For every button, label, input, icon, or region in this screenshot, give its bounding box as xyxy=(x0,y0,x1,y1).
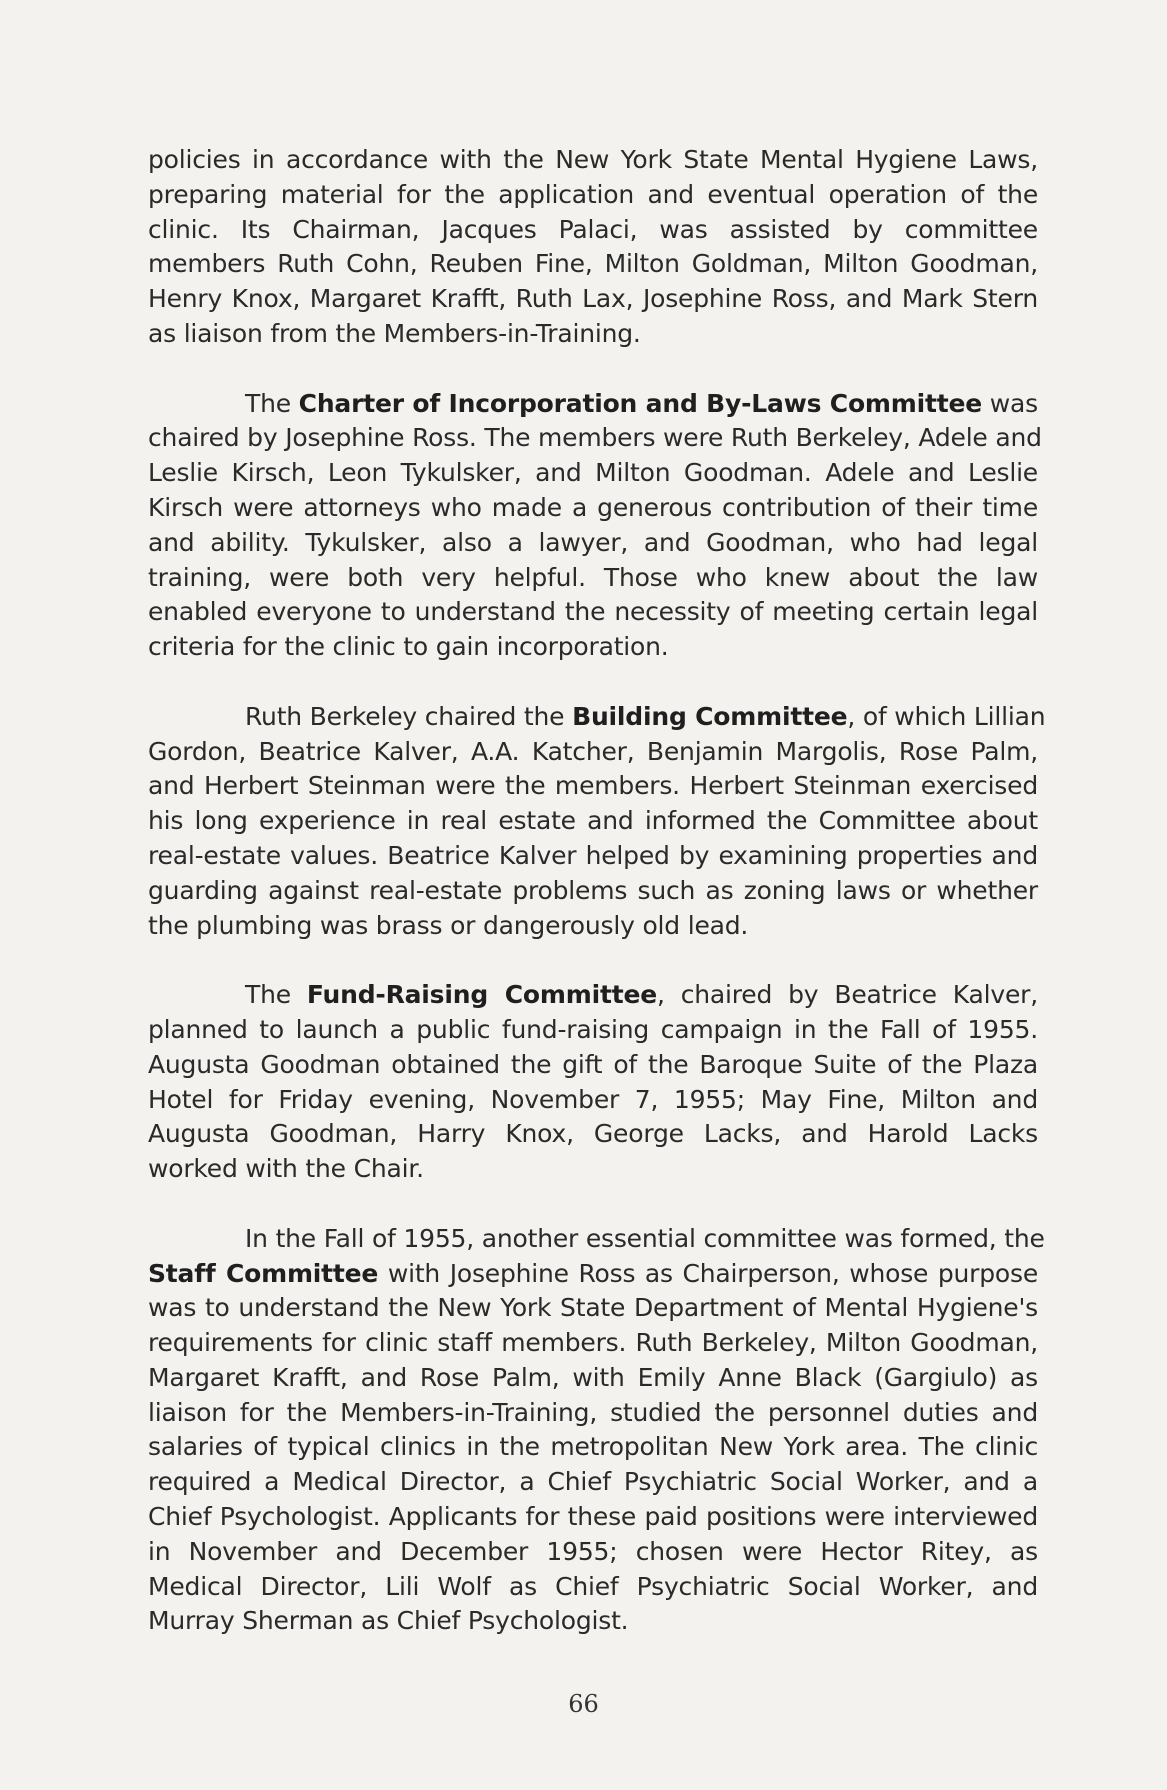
text-segment: , chaired by Beatrice Kalver, xyxy=(656,980,1039,1010)
committee-name: Building Committee xyxy=(572,701,848,731)
text-segment: Margaret Krafft, and Rose Palm, with Emily Anne Black (Gargiulo) as xyxy=(148,1362,1038,1392)
text-segment: and ability. Tykulsker, also a lawyer, and Goodman, who had legal xyxy=(148,527,1038,557)
text-segment: Murray Sherman as Chief Psychologist. xyxy=(148,1606,629,1636)
text-segment: in November and December 1955; chosen were Hector Ritey, as xyxy=(148,1536,1038,1566)
text-line xyxy=(148,1604,1038,1639)
text-line xyxy=(148,1535,1038,1570)
text-line xyxy=(148,387,1038,422)
paragraph-gap xyxy=(148,1187,1038,1222)
text-line xyxy=(148,804,1038,839)
text-segment: real-estate values. Beatrice Kalver helped by examining properties and xyxy=(148,840,1038,870)
text-line xyxy=(148,630,1038,665)
committee-name: Staff Committee xyxy=(148,1258,379,1288)
paragraph-gap xyxy=(148,665,1038,700)
text-line xyxy=(148,909,1038,944)
text-line xyxy=(148,874,1038,909)
text-segment: Gordon, Beatrice Kalver, A.A. Katcher, Benjamin Margolis, Rose Palm, xyxy=(148,736,1038,766)
text-line xyxy=(148,1465,1038,1500)
text-segment: The xyxy=(245,980,307,1010)
text-segment: The xyxy=(245,388,299,418)
text-segment: In the Fall of 1955, another essential committee was formed, the xyxy=(245,1223,1045,1253)
text-segment: chaired by Josephine Ross. The members were Ruth Berkeley, Adele and xyxy=(148,423,1042,453)
text-line xyxy=(148,839,1038,874)
text-segment: the plumbing was brass or dangerously old lead. xyxy=(148,910,749,940)
text-line xyxy=(148,1500,1038,1535)
text-segment: Kirsch were attorneys who made a generous contribution of their time xyxy=(148,492,1038,522)
text-line xyxy=(148,1396,1038,1431)
text-segment: worked with the Chair. xyxy=(148,1154,424,1184)
text-segment: Leslie Kirsch, Leon Tykulsker, and Milton Goodman. Adele and Leslie xyxy=(148,458,1038,488)
text-line xyxy=(148,1152,1038,1187)
text-line xyxy=(148,978,1038,1013)
text-segment: planned to launch a public fund-raising campaign in the Fall of 1955. xyxy=(148,1014,1038,1044)
text-segment: and Herbert Steinman were the members. Herbert Steinman exercised xyxy=(148,771,1038,801)
text-line xyxy=(148,1117,1038,1152)
paragraph-gap xyxy=(148,943,1038,978)
paragraph xyxy=(148,700,1046,944)
paragraph xyxy=(148,978,1038,1187)
text-line xyxy=(148,282,1038,317)
text-segment: policies in accordance with the New York State Mental Hygiene Laws, xyxy=(148,145,1038,174)
text-line xyxy=(148,1222,1045,1257)
text-segment: liaison for the Members-in-Training, studied the personnel duties and xyxy=(148,1397,1038,1427)
text-line xyxy=(148,421,1042,456)
text-line xyxy=(148,143,1038,178)
text-line xyxy=(148,1013,1038,1048)
text-line xyxy=(148,247,1038,282)
text-line xyxy=(148,595,1038,630)
text-segment: his long experience in real estate and informed the Committee about xyxy=(148,806,1038,836)
text-segment: Chief Psychologist. Applicants for these paid positions were interviewed xyxy=(148,1502,1038,1532)
text-segment: guarding against real-estate problems such as zoning laws or whether xyxy=(148,875,1038,905)
paragraph xyxy=(148,1222,1045,1640)
text-line xyxy=(148,1048,1038,1083)
text-segment: with Josephine Ross as Chairperson, whose purpose xyxy=(378,1258,1038,1288)
text-segment: training, were both very helpful. Those who knew about the law xyxy=(148,562,1038,592)
text-segment: preparing material for the application and eventual operation of the xyxy=(148,179,1038,209)
text-segment: was xyxy=(982,388,1038,418)
text-line xyxy=(148,561,1038,596)
committee-name: Fund-Raising Committee xyxy=(306,980,657,1010)
text-line xyxy=(148,317,1038,352)
text-line xyxy=(148,735,1038,770)
text-segment: criteria for the clinic to gain incorporation. xyxy=(148,632,669,662)
text-segment: requirements for clinic staff members. Ruth Berkeley, Milton Goodman, xyxy=(148,1328,1038,1358)
text-line xyxy=(148,491,1038,526)
text-segment: was to understand the New York State Department of Mental Hygiene's xyxy=(148,1293,1038,1323)
text-segment: Henry Knox, Margaret Krafft, Ruth Lax, Josephine Ross, and Mark Stern xyxy=(148,284,1038,314)
paragraph xyxy=(148,143,1038,352)
page-number: 66 xyxy=(568,1690,599,1718)
text-line xyxy=(148,1257,1038,1292)
text-segment: members Ruth Cohn, Reuben Fine, Milton Goldman, Milton Goodman, xyxy=(148,249,1038,279)
body-text xyxy=(148,143,1046,1639)
text-line xyxy=(148,178,1038,213)
text-line xyxy=(148,700,1046,735)
text-line xyxy=(148,1326,1038,1361)
text-line xyxy=(148,1361,1038,1396)
paragraph xyxy=(148,387,1042,665)
text-segment: Medical Director, Lili Wolf as Chief Psychiatric Social Worker, and xyxy=(148,1571,1038,1601)
text-segment: enabled everyone to understand the necessity of meeting certain legal xyxy=(148,597,1038,627)
text-line xyxy=(148,1570,1038,1605)
paragraph-gap xyxy=(148,352,1038,387)
text-segment: as liaison from the Members-in-Training. xyxy=(148,318,641,348)
text-segment: Augusta Goodman obtained the gift of the Baroque Suite of the Plaza xyxy=(148,1049,1038,1079)
text-segment: Hotel for Friday evening, November 7, 1955; May Fine, Milton and xyxy=(148,1084,1038,1114)
text-segment: salaries of typical clinics in the metropolitan New York area. The clinic xyxy=(148,1432,1038,1462)
text-segment: Ruth Berkeley chaired the xyxy=(245,701,573,731)
text-segment: , of which Lillian xyxy=(847,701,1046,731)
text-segment: clinic. Its Chairman, Jacques Palaci, was assisted by committee xyxy=(148,214,1038,244)
text-segment: required a Medical Director, a Chief Psychiatric Social Worker, and a xyxy=(148,1467,1038,1497)
text-line xyxy=(148,213,1038,248)
text-line xyxy=(148,769,1038,804)
text-segment: Augusta Goodman, Harry Knox, George Lacks, and Harold Lacks xyxy=(148,1119,1038,1149)
text-line xyxy=(148,1430,1038,1465)
text-line xyxy=(148,1083,1038,1118)
text-line xyxy=(148,456,1038,491)
text-line xyxy=(148,1291,1038,1326)
text-line xyxy=(148,526,1038,561)
committee-name: Charter of Incorporation and By-Laws Committee xyxy=(298,388,983,418)
